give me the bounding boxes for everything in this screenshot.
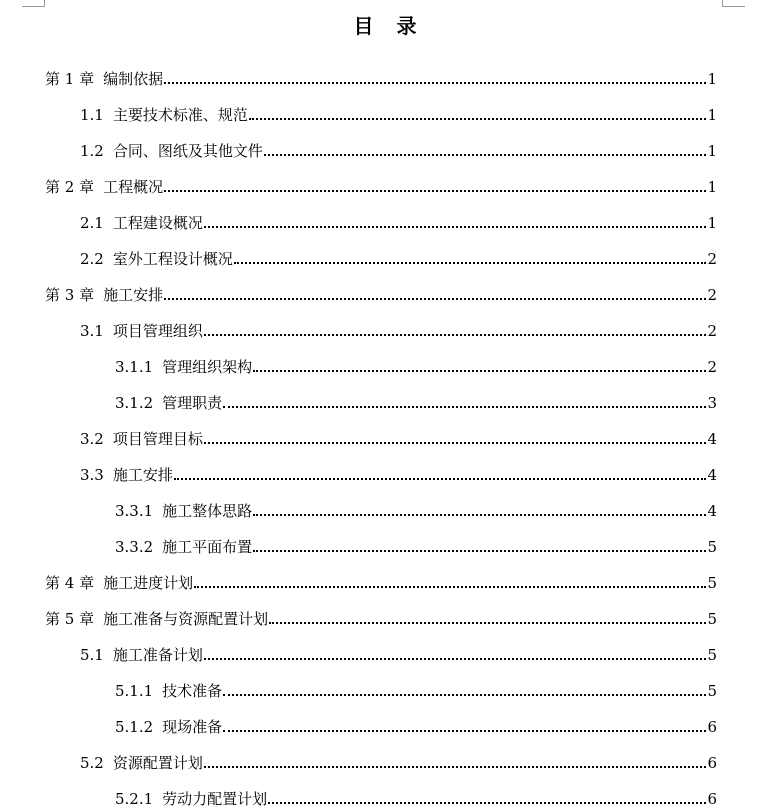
- toc-entry-number: 3.2: [80, 430, 104, 448]
- toc-entry-number: 第 3 章: [45, 286, 95, 304]
- toc-entry-page: 2: [707, 322, 717, 340]
- toc-entry-text: 编制依据: [103, 70, 164, 88]
- toc-entry-page: 2: [707, 358, 717, 376]
- toc-entry-page: 2: [707, 286, 717, 304]
- dot-leader: [264, 154, 707, 156]
- toc-entry-page: 5: [707, 646, 717, 664]
- dot-leader: [234, 262, 707, 264]
- toc-entry-number: 1.2: [80, 142, 104, 160]
- toc-entry-text: 管理职责: [162, 394, 223, 412]
- dot-leader: [204, 658, 707, 660]
- dot-leader: [194, 586, 706, 588]
- toc-entry-text: 施工平面布置: [162, 538, 253, 556]
- toc-entry[interactable]: [45, 53, 717, 89]
- dot-leader: [223, 406, 706, 408]
- toc-entry-number: 3.3.1: [115, 502, 154, 520]
- toc-entry-page: 5: [707, 574, 717, 592]
- toc-entry-text: 室外工程设计概况: [112, 250, 233, 268]
- toc-entry-page: 2: [707, 250, 717, 268]
- toc-entry-number: 5.2: [80, 754, 104, 772]
- toc-entry[interactable]: [80, 197, 717, 233]
- toc-entry[interactable]: [45, 593, 717, 629]
- toc-entry-number: 2.2: [80, 250, 104, 268]
- toc-entry-page: 6: [707, 754, 717, 772]
- toc-entry-page: 5: [707, 538, 717, 556]
- toc-entry[interactable]: [80, 413, 717, 449]
- toc-entry-number: 3.3.2: [115, 538, 154, 556]
- dot-leader: [164, 190, 706, 192]
- toc-entry[interactable]: [45, 269, 717, 305]
- toc-entry[interactable]: [80, 449, 717, 485]
- dot-leader: [164, 298, 706, 300]
- dot-leader: [253, 370, 706, 372]
- dot-leader: [223, 694, 706, 696]
- toc-entry-text: 资源配置计划: [112, 754, 203, 772]
- toc-entry[interactable]: [45, 557, 717, 593]
- toc-entry-number: 3.1.1: [115, 358, 154, 376]
- toc-entry-text: 工程概况: [103, 178, 164, 196]
- toc-entry-number: 第 4 章: [45, 574, 95, 592]
- toc-entry[interactable]: [80, 305, 717, 341]
- dot-leader: [204, 226, 707, 228]
- toc-entry[interactable]: [80, 737, 717, 773]
- toc-entry[interactable]: [115, 341, 717, 377]
- toc-entry[interactable]: [115, 485, 717, 521]
- toc-entry-text: 合同、图纸及其他文件: [112, 142, 263, 160]
- toc-entry[interactable]: [115, 665, 717, 701]
- toc-entry-text: 施工整体思路: [162, 502, 253, 520]
- toc-entry-number: 5.1.1: [115, 682, 154, 700]
- dot-leader: [253, 514, 706, 516]
- toc-entry-text: 技术准备: [162, 682, 223, 700]
- page-corner-mark-right: [722, 0, 745, 7]
- toc-entry[interactable]: [45, 161, 717, 197]
- toc-entry-number: 3.1.2: [115, 394, 154, 412]
- toc-entry-page: 1: [707, 214, 717, 232]
- toc-entry-page: 6: [707, 718, 717, 736]
- toc-entry-number: 3.1: [80, 322, 104, 340]
- toc-entry-number: 5.1.2: [115, 718, 154, 736]
- dot-leader: [164, 82, 706, 84]
- toc-entry-number: 5.2.1: [115, 790, 154, 808]
- toc-entry-page: 1: [707, 106, 717, 124]
- toc-entry[interactable]: [115, 701, 717, 737]
- dot-leader: [223, 730, 706, 732]
- toc-entry-text: 劳动力配置计划: [162, 790, 268, 808]
- toc-entry-page: 1: [707, 142, 717, 160]
- toc-entry-text: 施工准备计划: [112, 646, 203, 664]
- dot-leader: [174, 478, 707, 480]
- toc-entry[interactable]: [80, 233, 717, 269]
- toc-entry-number: 2.1: [80, 214, 104, 232]
- toc-entry-page: 3: [707, 394, 717, 412]
- dot-leader: [269, 622, 706, 624]
- dot-leader: [249, 118, 707, 120]
- toc-entry-text: 施工安排: [103, 286, 164, 304]
- toc-entry-page: 1: [707, 70, 717, 88]
- toc-entry-number: 3.3: [80, 466, 104, 484]
- toc-entry-number: 1.1: [80, 106, 104, 124]
- toc-entry-text: 主要技术标准、规范: [112, 106, 248, 124]
- toc-entry-number: 第 5 章: [45, 610, 95, 628]
- dot-leader: [204, 334, 707, 336]
- toc-entry-text: 管理组织架构: [162, 358, 253, 376]
- toc-entry[interactable]: [80, 629, 717, 665]
- toc-entry[interactable]: [80, 89, 717, 125]
- dot-leader: [204, 442, 707, 444]
- toc-entry-number: 第 1 章: [45, 70, 95, 88]
- dot-leader: [204, 766, 707, 768]
- toc-entry-page: 5: [707, 682, 717, 700]
- toc-title: 目 录: [353, 14, 425, 38]
- toc-entry-number: 第 2 章: [45, 178, 95, 196]
- toc-entry[interactable]: [115, 521, 717, 557]
- toc-entry-page: 6: [707, 790, 717, 808]
- toc-entry-text: 项目管理目标: [112, 430, 203, 448]
- toc-entry-page: 1: [707, 178, 717, 196]
- toc-entry[interactable]: [80, 125, 717, 161]
- page-corner-mark-left: [22, 0, 45, 7]
- dot-leader: [253, 550, 706, 552]
- toc-entry-text: 工程建设概况: [112, 214, 203, 232]
- toc-entry-text: 施工进度计划: [103, 574, 194, 592]
- toc-entry-page: 5: [707, 610, 717, 628]
- toc-entry-page: 4: [707, 466, 717, 484]
- toc-entry-text: 施工安排: [112, 466, 173, 484]
- toc-entry-text: 项目管理组织: [112, 322, 203, 340]
- toc-entry[interactable]: [115, 377, 717, 413]
- toc-entry-text: 施工准备与资源配置计划: [103, 610, 269, 628]
- toc-entry-text: 现场准备: [162, 718, 223, 736]
- toc-entry-number: 5.1: [80, 646, 104, 664]
- dot-leader: [268, 802, 706, 804]
- toc-entry[interactable]: [115, 773, 717, 809]
- toc-entry-page: 4: [707, 502, 717, 520]
- toc-entry-page: 4: [707, 430, 717, 448]
